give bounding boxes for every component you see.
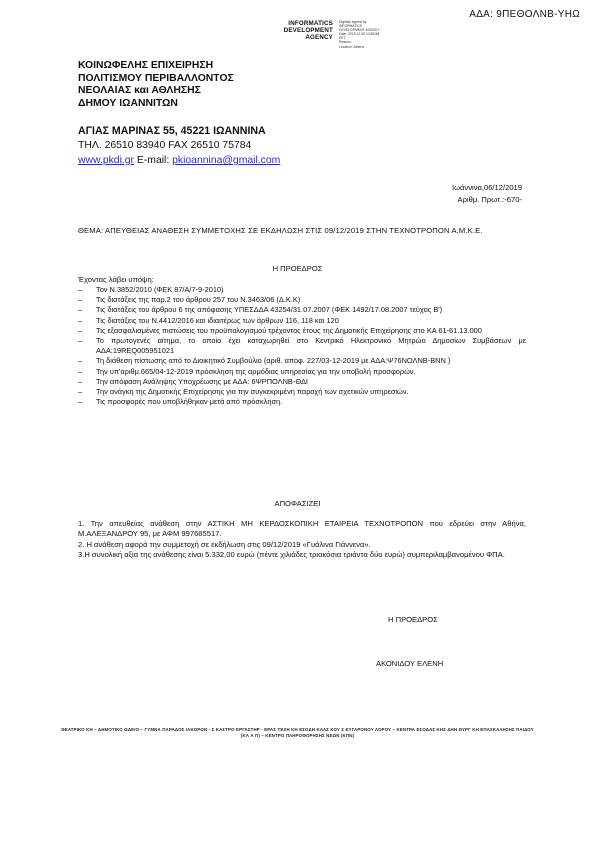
considering-intro: Έχοντας λάβει υπόψη: bbox=[78, 275, 154, 284]
org-address: ΑΓΙΑΣ ΜΑΡΙΝΑΣ 55, 45221 ΙΩΑΝΝΙΝΑ bbox=[78, 125, 266, 137]
list-item: – Τις προσφορές που υποβλήθηκαν μετά από πρόσκληση. bbox=[78, 397, 283, 407]
list-item: – Τη διάθεση πίστωσης από το Διοικητικό Συμβούλιο (αριθ. αποφ. 227/03-12-2019 με ΑΔΑ:Ψ76ΝΟΛΝΒ-ΒΝΝ ) bbox=[78, 356, 451, 366]
decision-item: 2. Η ανάθεση αφορά την συμμετοχή σε εκδήλωση στις 09/12/2019 «Γυάλινα Γιάννενα». bbox=[78, 539, 371, 549]
website-link[interactable]: www.pkdi.gr bbox=[78, 155, 135, 166]
org-phone-fax: ΤΗΛ. 26510 83940 FAX 26510 75784 bbox=[78, 140, 252, 151]
seal-line: DEVELOPMENT bbox=[283, 27, 333, 34]
seal-detail: EET bbox=[339, 36, 346, 41]
protocol-number: Αριθμ. Πρωτ.:-670- bbox=[457, 194, 522, 204]
digital-signature-details bbox=[339, 20, 409, 49]
dash-bullet: – bbox=[78, 356, 83, 366]
subject-line: ΘΕΜΑ: ΑΠΕΥΘΕΙΑΣ ΑΝΑΘΕΣΗ ΣΥΜΜΕΤΟΧΗΣ ΣΕ ΕΚΔΗΛΩΣΗ ΣΤΙΣ 09/12/2019 ΣΤΗΝ ΤΕΧΝΟΤΡΟΠΟΝ Α.Μ.Κ.Ε. bbox=[78, 226, 483, 235]
seal-detail: Location: Athens bbox=[339, 44, 365, 49]
seal-line: AGENCY bbox=[305, 34, 333, 41]
list-item: – Τον Ν.3852/2010 (ΦΕΚ 87/Α/7-9-2010) bbox=[78, 285, 224, 294]
seal-detail: Digitally signed by bbox=[339, 20, 367, 24]
ada-code: ΑΔΑ: 9ΠΕΘΟΛΝΒ-ΥΗΩ bbox=[469, 9, 580, 20]
dash-bullet: – bbox=[78, 325, 83, 335]
dash-bullet: – bbox=[78, 387, 83, 397]
decides-heading: ΑΠΟΦΑΣΙΖΕΙ bbox=[274, 499, 321, 508]
decisions-block bbox=[78, 519, 526, 561]
list-item: – Την ανάγκη της Δημοτικής Επιχείρησης για την συγκεκριμένη παροχή των σχετικών υπηρεσιών. bbox=[78, 387, 409, 397]
list-item: – Τις εξασφαλισμένες πιστώσεις του προϋπολογισμού τρέχοντος έτους της Δημοτικής Επιχείρησης στο ΚΑ 61-61.13.000 bbox=[78, 325, 482, 335]
signature-title: Η ΠΡΟΕΔΡΟΣ bbox=[388, 615, 438, 624]
seal-detail: INFORMATICS bbox=[339, 24, 363, 29]
considerations-list bbox=[78, 285, 526, 407]
dash-bullet: – bbox=[78, 376, 83, 386]
decision-item: 3.Η συνολική αξία της ανάθεσης είναι 5.332,00 ευρώ (πέντε χιλιάδες τριακόσια τριάντα δύο ευρώ) συμπεριλαμβανομένου ΦΠΑ. bbox=[78, 550, 505, 560]
president-heading: Η ΠΡΟΕΔΡΟΣ bbox=[272, 264, 323, 273]
footer-departments: ΘΕΑΤΡΙΚΟ ΚΗ – ΔΗΜΟΤΙΚΟ ΩΔΕΙΟ – ΓΥΜΝΑ ΠΑΡΑΔΟΣ ΙΑΚΟΡΩΝ - Σ ΚΑΣΤΡΟ ΕΡΓΑΣΤΗΡ - ΕΡΑΣ ΤΕΧΗ ΚΗ ΕΣΟΔΗ ΚΑΛΣ ΚΟΥ Σ ΕΥΓΑΡΟΝΟΥ ΛΟΡΟΥ – ΚΕΝΤΡΑ ΕΣΟΔΑΣ ΚΗΣ ΔΗΗ ΘΥΡΓ ΚΗ ΕΠΑΣΚΑΛΗΣΗΣ ΠΑΙΔΟΥ (ΚΑ Α Π) – ΚΕΝΤΡΟ ΠΛΗΡΟΦΟΡΗΣΗΣ ΝΕΩΝ (ΚΠΝ) bbox=[61, 727, 534, 738]
signatory-name: ΑΚΟΝΙΔΟΥ ΕΛΕΝΗ bbox=[376, 659, 444, 668]
list-item: – Το πρωτογενές αίτημα, το οποίο έχει καταχωρηθεί στο Κεντρικό Ηλεκτρονικό Μητρώο Δημοσίων Συμβάσεων με ΑΔΑ:19REQ005951021 bbox=[78, 336, 526, 356]
list-item: – Την υπ'αριθμ.665/04-12-2019 πρόσκληση της αρμόδιας υπηρεσίας για την υποβολή προσφορών. bbox=[78, 366, 416, 376]
dash-bullet: – bbox=[78, 295, 83, 305]
org-line: ΚΟΙΝΩΦΕΛΗΣ ΕΠΙΧΕΙΡΗΣΗ bbox=[78, 60, 214, 71]
date-protocol-block bbox=[452, 182, 522, 205]
dash-bullet: – bbox=[78, 285, 83, 294]
organization-name bbox=[78, 60, 234, 110]
email-label: E-mail: bbox=[134, 155, 173, 166]
list-item: – Τις διατάξεις του άρθρου 6 της απόφασης ΥΠΕΣΔΔΑ 43254/31.07.2007 (ΦΕΚ 1492/17.08.2007 τεύχος Β') bbox=[78, 305, 443, 315]
dash-bullet: – bbox=[78, 397, 83, 407]
seal-detail: Date: 2019.12.06 13:55:58 bbox=[339, 32, 380, 37]
list-item: – Την απόφαση Ανάληψης Υποχρέωσης με ΑΔΑ: 6ΨΡΠΟΛΝΒ-ΘΔΙ bbox=[78, 376, 308, 386]
email-link[interactable]: pkioannina@gmail.com bbox=[172, 155, 281, 166]
seal-detail: Reason: bbox=[339, 40, 352, 45]
org-line: ΝΕΟΛΑΙΑΣ και ΑΘΛΗΣΗΣ bbox=[78, 85, 201, 97]
dash-bullet: – bbox=[78, 336, 83, 346]
list-item: – Τις διατάξεις του Ν.4412/2016 και ιδιαιτέρως των άρθρων 116, 118 και 120 bbox=[78, 315, 339, 325]
digital-signature-seal bbox=[278, 20, 333, 41]
dash-bullet: – bbox=[78, 315, 83, 325]
org-line: ΠΟΛΙΤΙΣΜΟΥ ΠΕΡΙΒΑΛΛΟΝΤΟΣ bbox=[78, 72, 234, 84]
list-item: – Τις διατάξεις της παρ.2 του άρθρου 257 του Ν.3463/06 (Δ.Κ.Κ) bbox=[78, 295, 301, 305]
seal-line: INFORMATICS bbox=[288, 20, 333, 27]
seal-detail: DEVELOPMENT AGENCY bbox=[339, 28, 380, 33]
place-date: Ιωάννινα,06/12/2019 bbox=[451, 183, 522, 192]
decision-item: 1. Την απευθείας ανάθεση στην ΑΣΤΙΚΗ ΜΗ ΚΕΡΔΟΣΚΟΠΙΚΗ ΕΤΑΙΡΕΙΑ ΤΕΧΝΟΤΡΟΠΟΝ που εδρεύει στην Αθήνα, Μ.ΑΛΕΞΑΝΔΡΟΥ 95, με ΑΦΜ 997685517. bbox=[78, 519, 526, 539]
org-web-email bbox=[78, 155, 280, 166]
dash-bullet: – bbox=[78, 366, 83, 376]
org-line: ΔΗΜΟΥ ΙΩΑΝΝΙΤΩΝ bbox=[78, 97, 178, 109]
dash-bullet: – bbox=[78, 305, 83, 315]
